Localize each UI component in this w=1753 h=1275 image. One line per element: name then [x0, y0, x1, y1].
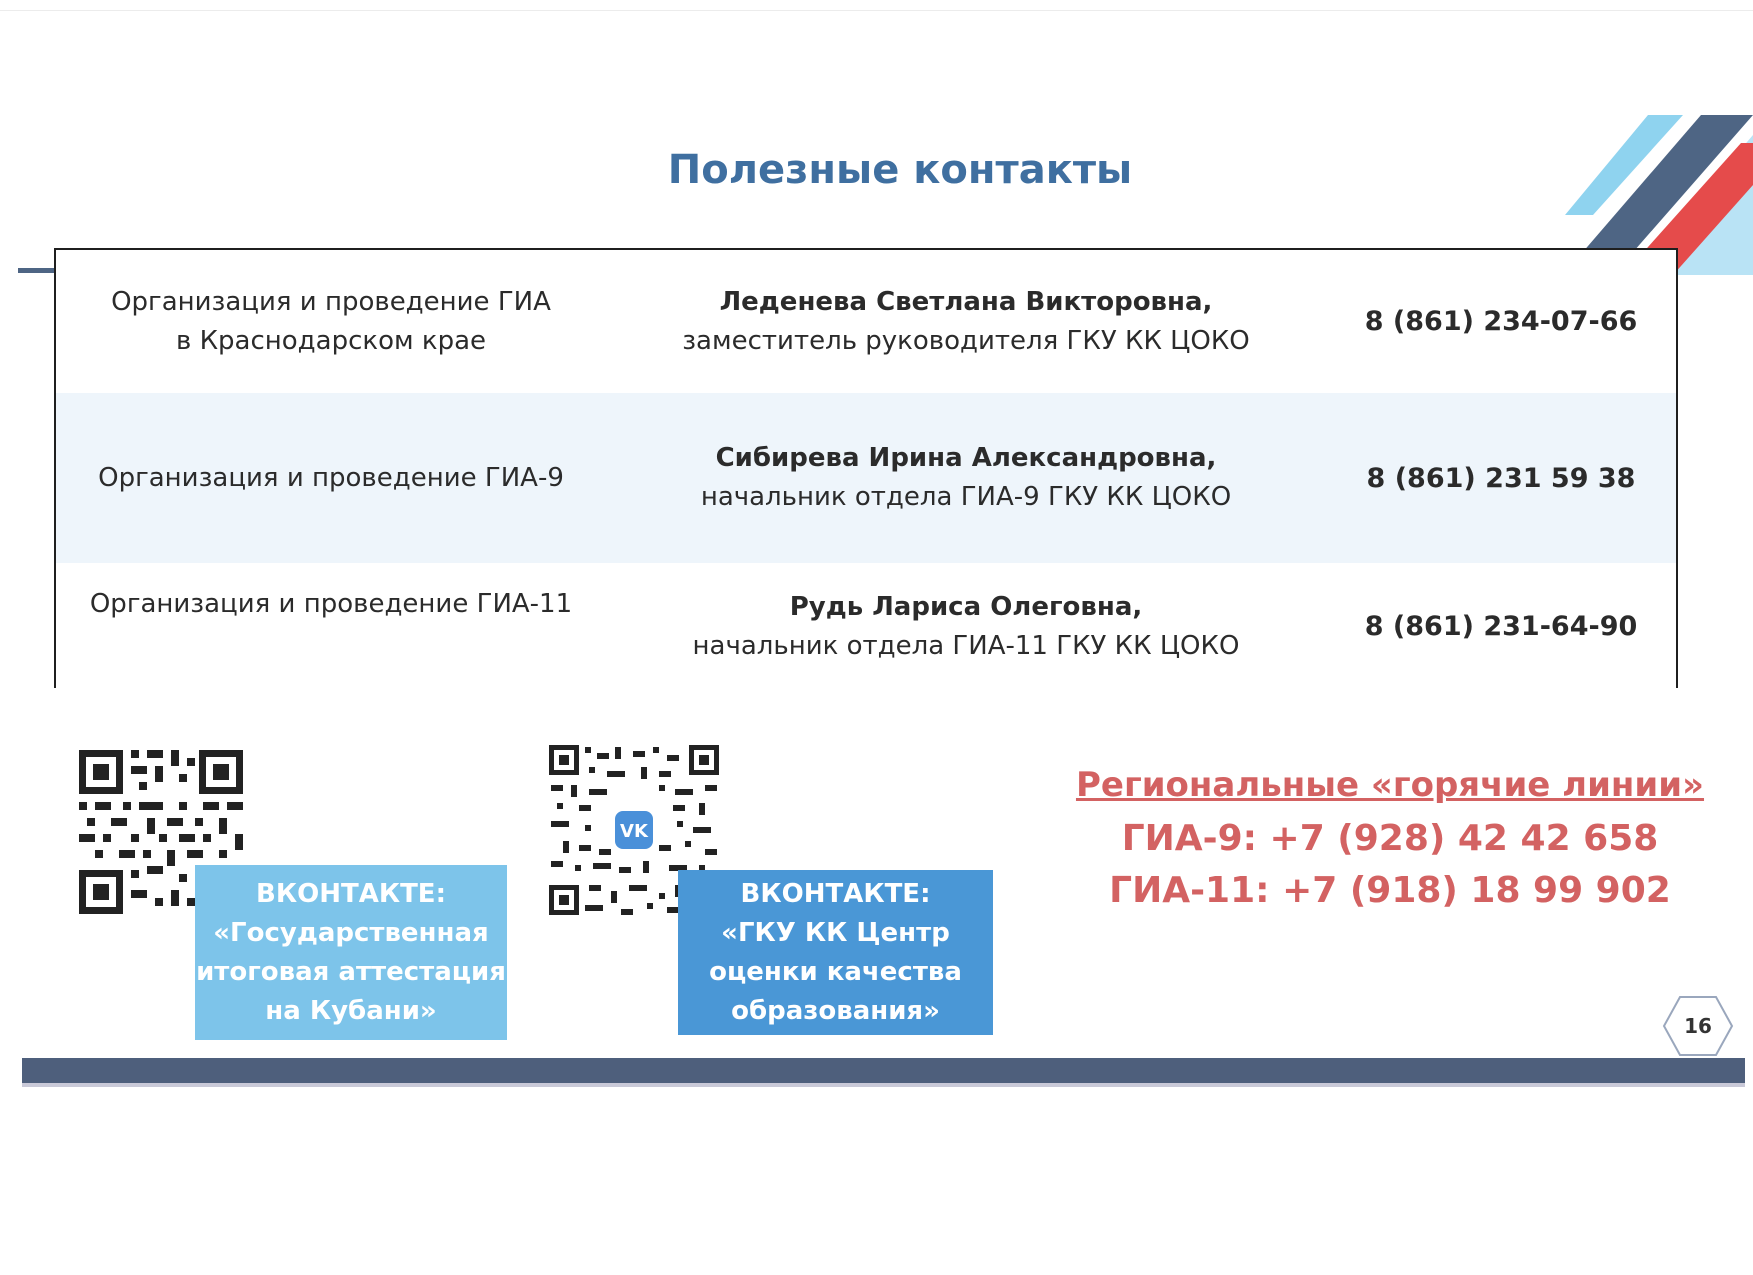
hotlines-block — [1040, 765, 1740, 917]
table-row — [56, 250, 1676, 393]
vk-label: ВКОНТАКТЕ: — [740, 878, 931, 909]
hotlines-title: Региональные «горячие линии» — [1075, 765, 1705, 805]
phone-number[interactable]: 8 (861) 234-07-66 — [1364, 306, 1638, 337]
topic-text: Организация и проведение ГИА — [111, 286, 551, 317]
contacts-table — [54, 248, 1678, 688]
vk-group-name: итоговая аттестация — [196, 956, 506, 987]
hotline-gia9[interactable]: ГИА-9: +7 (928) 42 42 658 — [1121, 818, 1659, 859]
footer-bar — [22, 1058, 1745, 1083]
title-accent-line — [18, 268, 54, 273]
person-position: начальник отдела ГИА-9 ГКУ КК ЦОКО — [700, 482, 1232, 512]
vk-group-name: на Кубани» — [265, 995, 437, 1026]
vk-group-name: «Государственная — [213, 917, 489, 948]
person-name: Леденева Светлана Викторовна, — [719, 286, 1213, 317]
topic-text: в Краснодарском крае — [175, 325, 487, 356]
page-number: 16 — [1684, 1014, 1712, 1038]
vk-group-name: «ГКУ КК Центр — [721, 917, 950, 948]
top-rule — [0, 10, 1753, 11]
table-row — [56, 393, 1676, 563]
footer-bar-shadow — [22, 1083, 1745, 1087]
vk-group-name: оценки качества — [709, 956, 962, 987]
vk-label: ВКОНТАКТЕ: — [256, 878, 446, 909]
vk-group-coko-card[interactable] — [678, 870, 993, 1035]
topic-cell — [56, 250, 606, 393]
topic-text: Организация и проведение ГИА-11 — [89, 589, 573, 619]
vk-group-gia-kuban-card[interactable] — [195, 865, 507, 1040]
page-number-badge — [1662, 995, 1734, 1057]
person-cell — [606, 393, 1326, 563]
person-name: Рудь Лариса Олеговна, — [789, 591, 1143, 622]
topic-text: Организация и проведение ГИА-9 — [98, 462, 564, 493]
hotline-gia11[interactable]: ГИА-11: +7 (918) 18 99 902 — [1109, 870, 1671, 911]
vk-group-name: образования» — [731, 995, 940, 1026]
person-cell — [606, 250, 1326, 393]
page-title: Полезные контакты — [667, 147, 1133, 193]
phone-number[interactable]: 8 (861) 231 59 38 — [1366, 462, 1636, 494]
table-row — [56, 563, 1676, 690]
person-position: начальник отдела ГИА-11 ГКУ КК ЦОКО — [692, 630, 1240, 661]
phone-number[interactable]: 8 (861) 231-64-90 — [1364, 611, 1638, 642]
person-name: Сибирева Ирина Александровна, — [715, 443, 1217, 473]
person-position: заместитель руководителя ГКУ КК ЦОКО — [682, 325, 1250, 356]
svg-text:VK: VK — [620, 821, 648, 842]
person-cell — [606, 563, 1326, 690]
